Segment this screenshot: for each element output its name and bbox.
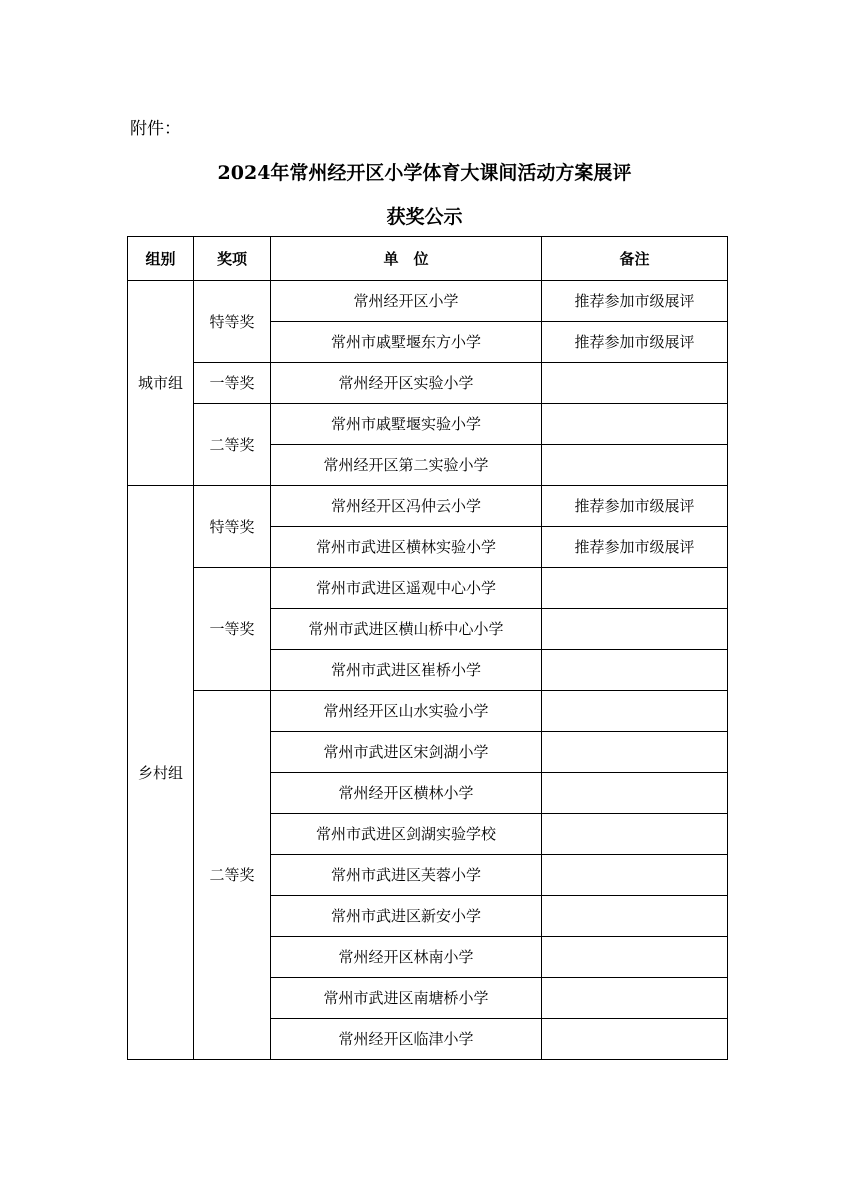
award-cell-city-special: 特等奖 <box>194 281 271 363</box>
attachment-label: 附件： <box>130 119 181 139</box>
remark-cell: 推荐参加市级展评 <box>542 322 728 363</box>
table-row <box>128 568 728 609</box>
unit-cell: 常州市武进区宋剑湖小学 <box>271 732 542 773</box>
award-cell-city-first: 一等奖 <box>194 363 271 404</box>
header-remark: 备注 <box>542 237 728 281</box>
unit-cell: 常州市武进区芙蓉小学 <box>271 855 542 896</box>
remark-cell <box>542 732 728 773</box>
header-award: 奖项 <box>194 237 271 281</box>
table-row <box>128 281 728 322</box>
remark-cell: 推荐参加市级展评 <box>542 527 728 568</box>
award-cell-rural-second: 二等奖 <box>194 691 271 1060</box>
remark-cell <box>542 896 728 937</box>
document-title: 2024年常州经开区小学体育大课间活动方案展评 <box>217 162 632 184</box>
unit-cell: 常州经开区第二实验小学 <box>271 445 542 486</box>
remark-cell <box>542 937 728 978</box>
header-unit: 单 位 <box>271 237 542 281</box>
unit-cell: 常州经开区小学 <box>271 281 542 322</box>
remark-cell <box>542 691 728 732</box>
unit-cell: 常州经开区林南小学 <box>271 937 542 978</box>
remark-cell: 推荐参加市级展评 <box>542 486 728 527</box>
unit-cell: 常州市武进区新安小学 <box>271 896 542 937</box>
unit-cell: 常州市武进区遥观中心小学 <box>271 568 542 609</box>
remark-cell <box>542 445 728 486</box>
remark-cell: 推荐参加市级展评 <box>542 281 728 322</box>
remark-cell <box>542 773 728 814</box>
unit-cell: 常州经开区冯仲云小学 <box>271 486 542 527</box>
table-header-row <box>128 237 728 281</box>
unit-cell: 常州市武进区剑湖实验学校 <box>271 814 542 855</box>
table-row <box>128 691 728 732</box>
group-cell-city: 城市组 <box>128 281 194 486</box>
header-group: 组别 <box>128 237 194 281</box>
remark-cell <box>542 1019 728 1060</box>
unit-cell: 常州市戚墅堰东方小学 <box>271 322 542 363</box>
unit-cell: 常州经开区临津小学 <box>271 1019 542 1060</box>
unit-cell: 常州市武进区南塘桥小学 <box>271 978 542 1019</box>
unit-cell: 常州经开区实验小学 <box>271 363 542 404</box>
unit-cell: 常州市戚墅堰实验小学 <box>271 404 542 445</box>
document-subtitle: 获奖公示 <box>386 206 463 228</box>
award-cell-rural-special: 特等奖 <box>194 486 271 568</box>
table-row <box>128 404 728 445</box>
table-row <box>128 363 728 404</box>
remark-cell <box>542 363 728 404</box>
unit-cell: 常州市武进区横林实验小学 <box>271 527 542 568</box>
remark-cell <box>542 609 728 650</box>
unit-cell: 常州市武进区崔桥小学 <box>271 650 542 691</box>
remark-cell <box>542 568 728 609</box>
unit-cell: 常州市武进区横山桥中心小学 <box>271 609 542 650</box>
award-cell-city-second: 二等奖 <box>194 404 271 486</box>
award-cell-rural-first: 一等奖 <box>194 568 271 691</box>
unit-cell: 常州经开区山水实验小学 <box>271 691 542 732</box>
group-cell-rural: 乡村组 <box>128 486 194 1060</box>
remark-cell <box>542 404 728 445</box>
remark-cell <box>542 650 728 691</box>
remark-cell <box>542 855 728 896</box>
remark-cell <box>542 814 728 855</box>
unit-cell: 常州经开区横林小学 <box>271 773 542 814</box>
awards-table <box>127 236 728 1060</box>
table-row <box>128 486 728 527</box>
remark-cell <box>542 978 728 1019</box>
